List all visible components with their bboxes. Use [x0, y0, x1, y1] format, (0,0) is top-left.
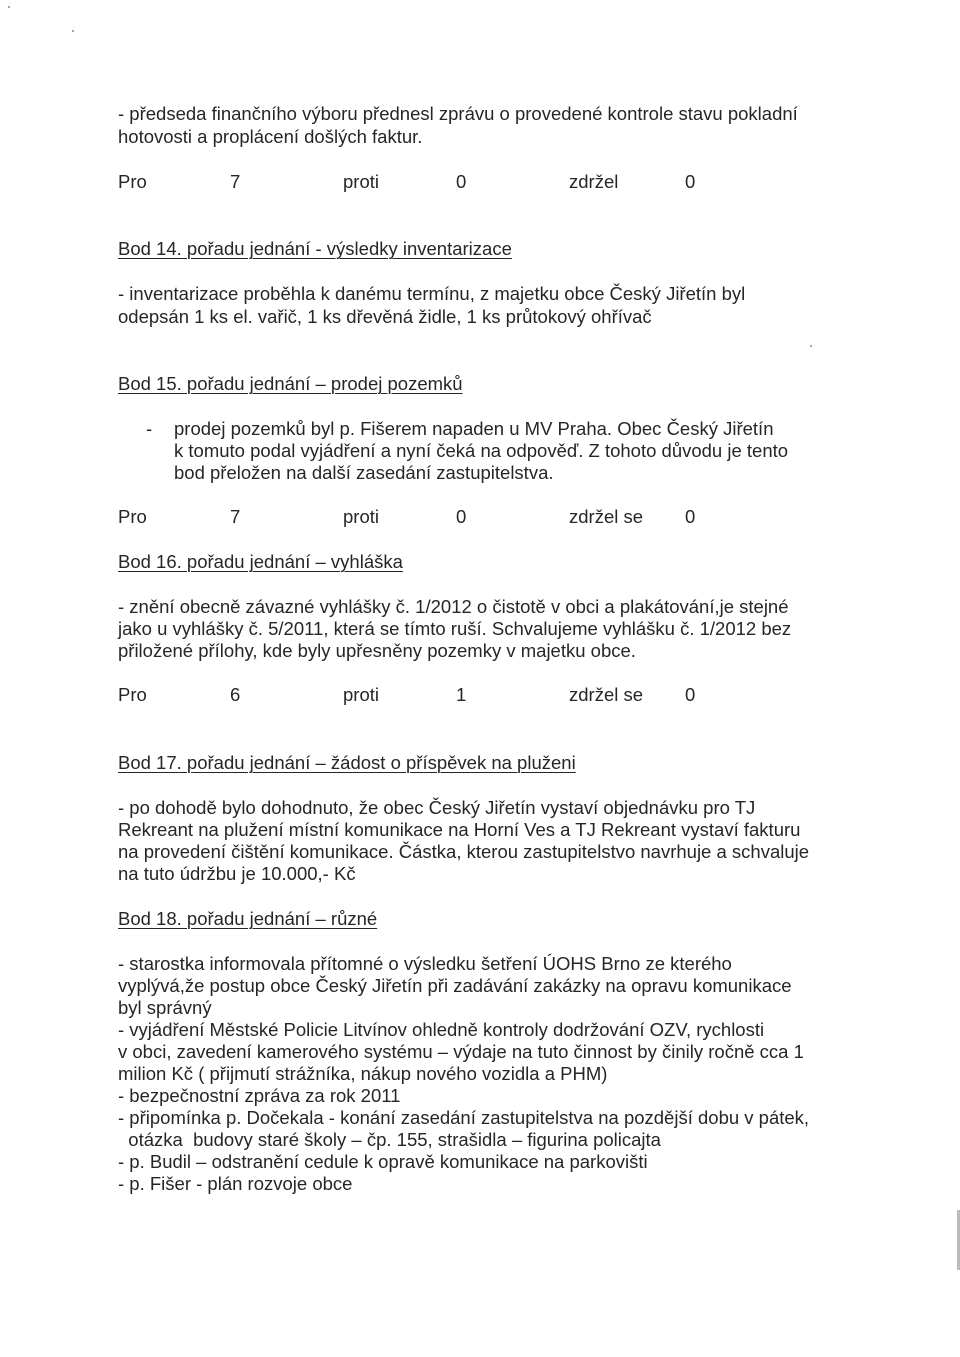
vote-pro-count: 6	[230, 684, 241, 705]
bod18-line-9: otázka budovy staré školy – čp. 155, strašidla – figurina policajta	[118, 1129, 661, 1150]
bod15-vote-row	[0, 506, 960, 528]
vote-zdrzel-count: 0	[685, 506, 696, 527]
vote-pro-count: 7	[230, 171, 241, 192]
bod15-line-1: prodej pozemků byl p. Fišerem napaden u MV Praha. Obec Český Jiřetín	[174, 418, 774, 439]
vote-proti-label: proti	[343, 684, 379, 705]
intro-vote-row	[0, 171, 960, 193]
bod14-line-1: - inventarizace proběhla k danému termínu, z majetku obce Český Jiřetín byl	[118, 283, 746, 304]
vote-pro-count: 7	[230, 506, 241, 527]
bod17-line-1: - po dohodě bylo dohodnuto, že obec Český Jiřetín vystaví objednávku pro TJ	[118, 797, 756, 818]
bod16-line-1: - znění obecně závazné vyhlášky č. 1/2012 o čistotě v obci a plakátování,je stejné	[118, 596, 789, 617]
bod18-line-8: - připomínka p. Dočekala - konání zasedání zastupitelstva na pozdější dobu v pátek,	[118, 1107, 810, 1128]
bod17-heading: Bod 17. pořadu jednání – žádost o příspěvek na pluženi	[118, 752, 576, 773]
bod15-line-2: k tomuto podal vyjádření a nyní čeká na odpověď. Z tohoto důvodu je tento	[174, 440, 789, 461]
bod15-heading: Bod 15. pořadu jednání – prodej pozemků	[118, 373, 463, 394]
bod18-line-5: v obci, zavedení kamerového systému – výdaje na tuto činnost by činily ročně cca 1	[118, 1041, 804, 1062]
bod18-heading: Bod 18. pořadu jednání – různé	[118, 908, 378, 929]
bod16-heading: Bod 16. pořadu jednání – vyhláška	[118, 551, 403, 572]
scan-speck	[8, 6, 10, 8]
vote-pro-label: Pro	[118, 684, 147, 705]
bod15-line-3: bod přeložen na další zasedání zastupitelstva.	[174, 462, 554, 483]
bod18-line-3: byl správný	[118, 997, 212, 1018]
intro-line-1: - předseda finančního výboru přednesl zprávu o provedené kontrole stavu pokladní	[118, 103, 798, 124]
vote-pro-label: Pro	[118, 506, 147, 527]
bod14-line-2: odepsán 1 ks el. vařič, 1 ks dřevěná židle, 1 ks průtokový ohřívač	[118, 306, 652, 327]
bod18-line-10: - p. Budil – odstranění cedule k opravě komunikace na parkovišti	[118, 1151, 648, 1172]
bod16-vote-row	[0, 684, 960, 706]
bod15-bullet: -	[146, 418, 153, 439]
vote-zdrzel-label: zdržel se	[569, 684, 644, 705]
scan-speck	[810, 345, 812, 347]
vote-proti-count: 1	[456, 684, 467, 705]
vote-pro-label: Pro	[118, 171, 147, 192]
bod18-line-7: - bezpečnostní zpráva za rok 2011	[118, 1085, 401, 1106]
scan-speck	[72, 30, 74, 32]
bod18-line-6: milion Kč ( přijmutí strážníka, nákup nového vozidla a PHM)	[118, 1063, 608, 1084]
bod18-line-2: vyplývá,že postup obce Český Jiřetín při zadávání zakázky na opravu komunikace	[118, 975, 792, 996]
vote-zdrzel-label: zdržel	[569, 171, 619, 192]
bod16-line-3: přiložené přílohy, kde byly upřesněny pozemky v majetku obce.	[118, 640, 636, 661]
vote-zdrzel-count: 0	[685, 171, 696, 192]
bod17-line-3: na provedení čištění komunikace. Částka, kterou zastupitelstvo navrhuje a schvaluje	[118, 841, 810, 862]
bod14-heading: Bod 14. pořadu jednání - výsledky inventarizace	[118, 238, 512, 259]
bod18-line-11: - p. Fišer - plán rozvoje obce	[118, 1173, 353, 1194]
bod17-line-2: Rekreant na plužení místní komunikace na Horní Ves a TJ Rekreant vystaví fakturu	[118, 819, 801, 840]
bod16-line-2: jako u vyhlášky č. 5/2011, která se tímto ruší. Schvalujeme vyhlášku č. 1/2012 bez	[118, 618, 792, 639]
vote-proti-count: 0	[456, 506, 467, 527]
vote-proti-count: 0	[456, 171, 467, 192]
intro-line-2: hotovosti a proplácení došlých faktur.	[118, 126, 423, 147]
vote-proti-label: proti	[343, 171, 379, 192]
bod18-line-1: - starostka informovala přítomné o výsledku šetření ÚOHS Brno ze kterého	[118, 953, 732, 974]
vote-zdrzel-label: zdržel se	[569, 506, 644, 527]
bod18-line-4: - vyjádření Městské Policie Litvínov ohledně kontroly dodržování OZV, rychlosti	[118, 1019, 765, 1040]
vote-proti-label: proti	[343, 506, 379, 527]
vote-zdrzel-count: 0	[685, 684, 696, 705]
bod17-line-4: na tuto údržbu je 10.000,- Kč	[118, 863, 356, 884]
